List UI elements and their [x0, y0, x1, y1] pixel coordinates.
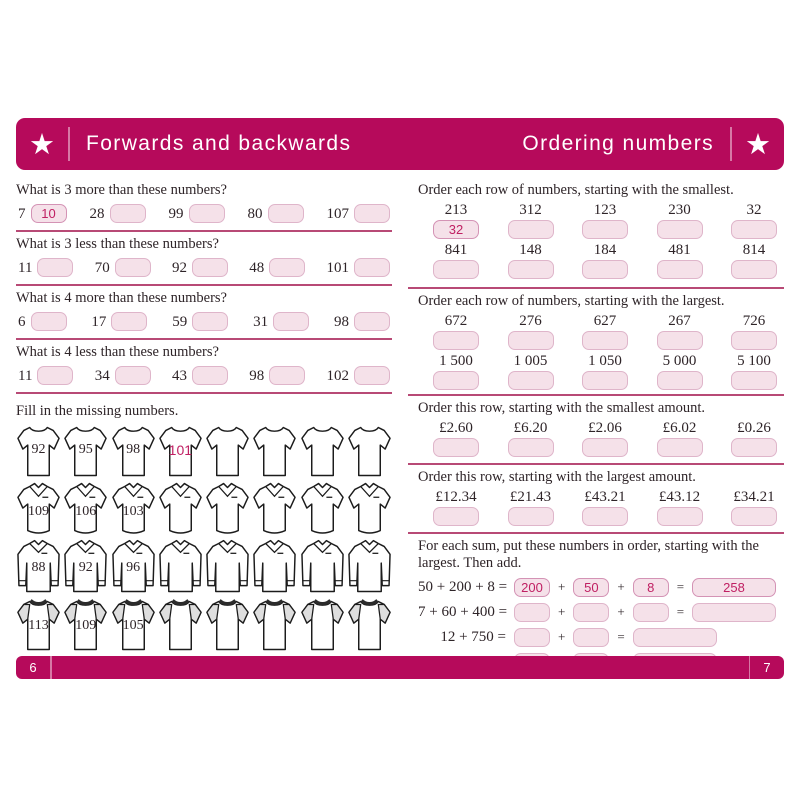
shirt-icon — [63, 597, 108, 653]
number-item — [95, 366, 151, 385]
number-row — [16, 258, 392, 277]
number-column — [652, 489, 708, 526]
plus-sign: + — [558, 629, 566, 644]
shirt-icon[interactable] — [205, 423, 250, 479]
shirt-icon[interactable] — [252, 597, 297, 653]
equals-sign: = — [617, 629, 625, 644]
number-column — [577, 420, 633, 457]
question-text: Order this row, starting with the smallest amount. — [418, 400, 705, 416]
number-item — [326, 366, 390, 385]
answer-box[interactable] — [115, 366, 151, 385]
page-number-left: 6 — [29, 660, 37, 675]
given-number: 814 — [742, 242, 766, 258]
number-column — [726, 242, 782, 279]
answer-box[interactable] — [433, 331, 479, 350]
answer-box[interactable] — [192, 312, 228, 331]
given-number: 98 — [334, 313, 349, 330]
number-column — [577, 489, 633, 526]
sum-expression: 50 + 200 + 8 = — [418, 578, 508, 595]
answer-box[interactable] — [657, 438, 703, 457]
answer-box[interactable] — [269, 366, 305, 385]
given-number: £43.21 — [584, 489, 626, 505]
answer-box[interactable] — [508, 371, 554, 390]
shirt-row — [16, 539, 392, 595]
number-item — [18, 366, 73, 385]
shirt-number: 109 — [75, 618, 97, 633]
question-text: Order each row of numbers, starting with the largest. — [418, 293, 725, 309]
given-number: 726 — [742, 313, 766, 329]
shirt-row — [16, 597, 392, 653]
shirt-number: 95 — [78, 442, 93, 457]
number-column — [428, 489, 484, 526]
answer-box[interactable] — [354, 312, 390, 331]
question-text: Order each row of numbers, starting with the smallest. — [418, 182, 734, 198]
question-section — [408, 178, 784, 289]
question-section — [408, 465, 784, 534]
given-number: 267 — [668, 313, 691, 329]
question-text: What is 4 more than these numbers? — [16, 290, 227, 306]
given-number: 481 — [668, 242, 691, 258]
answer-box[interactable] — [508, 331, 554, 350]
given-number: 841 — [444, 242, 468, 258]
shirt-icon — [16, 539, 61, 595]
answer-box[interactable] — [731, 331, 777, 350]
answer-box[interactable] — [110, 204, 146, 223]
answer-box[interactable] — [433, 371, 479, 390]
number-item — [326, 258, 390, 277]
number-column — [503, 489, 559, 526]
answer-box[interactable] — [273, 312, 309, 331]
shirt-icon — [111, 423, 156, 479]
ordering-row — [418, 353, 784, 390]
given-number: 98 — [249, 367, 265, 384]
answer-box[interactable] — [582, 507, 628, 526]
number-row — [16, 312, 392, 331]
answer-box[interactable] — [633, 628, 717, 647]
answer-box[interactable] — [354, 258, 390, 277]
number-column — [652, 242, 708, 279]
number-item — [18, 204, 67, 223]
given-number: 1 005 — [513, 353, 548, 369]
ordering-rows — [418, 313, 784, 390]
number-column — [726, 353, 782, 390]
ordering-row — [418, 313, 784, 350]
number-column — [726, 202, 782, 239]
given-number: £6.20 — [513, 420, 548, 436]
pages — [16, 178, 784, 672]
given-number: 17 — [91, 313, 107, 330]
number-item — [327, 204, 391, 223]
number-item — [334, 312, 390, 331]
answer-box[interactable] — [433, 260, 479, 279]
given-number: 312 — [519, 202, 542, 218]
given-number: 11 — [18, 367, 33, 384]
shirt-icon — [63, 539, 108, 595]
shirt-icon — [158, 423, 203, 479]
given-number: 80 — [247, 205, 263, 222]
right-page-title: Ordering numbers — [522, 132, 714, 155]
question-section — [16, 178, 392, 232]
given-number: 123 — [593, 202, 617, 218]
answer-box[interactable]: 258 — [692, 578, 776, 597]
answer-box[interactable] — [37, 258, 73, 277]
shirt-icon[interactable] — [205, 481, 250, 537]
shirt-icon — [63, 481, 108, 537]
answer-box[interactable] — [582, 438, 628, 457]
answer-box[interactable] — [573, 628, 609, 647]
number-item — [172, 312, 228, 331]
shirt-icon[interactable] — [300, 539, 345, 595]
number-item — [18, 258, 73, 277]
given-number: 230 — [668, 202, 691, 218]
shirt-icon[interactable] — [252, 481, 297, 537]
question-section — [408, 289, 784, 396]
shirt-icon — [111, 481, 156, 537]
answer-box[interactable] — [514, 603, 550, 622]
given-number: £2.60 — [439, 420, 473, 436]
sum-expression: 7 + 60 + 400 = — [418, 603, 508, 620]
shirt-number: 103 — [122, 504, 144, 519]
given-number: 6 — [18, 313, 26, 330]
given-number: £21.43 — [509, 489, 552, 505]
equals-sign: = — [676, 604, 685, 619]
number-item — [253, 312, 309, 331]
question-text: Fill in the missing numbers. — [16, 403, 179, 419]
star-icon: ★ — [29, 126, 55, 161]
given-number: 148 — [519, 242, 542, 258]
answer-box[interactable] — [731, 438, 777, 457]
number-row — [16, 366, 392, 385]
shirt-row — [16, 481, 392, 537]
answer-box[interactable] — [692, 603, 776, 622]
given-number: 1 500 — [439, 353, 473, 369]
question-text: For each sum, put these numbers in order, starting with the largest. Then add. — [418, 538, 759, 571]
ordering-rows — [418, 420, 784, 457]
answer-box[interactable] — [582, 371, 628, 390]
number-column — [652, 353, 708, 390]
plus-sign: + — [617, 579, 625, 594]
number-column — [428, 420, 484, 457]
shirt-icon — [16, 423, 61, 479]
given-number: 102 — [326, 367, 349, 384]
plus-sign: + — [558, 579, 566, 594]
shirt-icon[interactable] — [252, 539, 297, 595]
given-number: 184 — [593, 242, 617, 258]
given-number: £34.21 — [733, 489, 775, 505]
shirt-icon — [16, 597, 61, 653]
sum-row — [418, 602, 784, 622]
shirt-number: 88 — [31, 560, 46, 575]
answer-box[interactable]: 32 — [433, 220, 479, 239]
answer-box[interactable] — [508, 260, 554, 279]
answer-number: 101 — [168, 442, 193, 458]
answer-box[interactable] — [582, 220, 628, 239]
left-page — [16, 178, 392, 672]
workbook-spread — [16, 118, 784, 675]
answer-box[interactable] — [354, 366, 390, 385]
given-number: 43 — [171, 367, 187, 384]
number-column — [726, 489, 782, 526]
number-column — [652, 420, 708, 457]
ordering-row — [418, 489, 784, 526]
given-number: 5 000 — [662, 353, 697, 369]
answer-box[interactable] — [192, 366, 228, 385]
answer-box[interactable]: 8 — [633, 578, 669, 597]
given-number: £2.06 — [588, 420, 622, 436]
shirt-icon[interactable] — [205, 597, 250, 653]
given-number: 213 — [444, 202, 468, 218]
number-item — [95, 258, 151, 277]
page-number-right: 7 — [763, 660, 771, 675]
answer-box[interactable] — [657, 507, 703, 526]
number-column — [577, 353, 633, 390]
number-column — [726, 420, 782, 457]
footer-divider-line — [50, 656, 52, 679]
equals-sign: = — [676, 579, 685, 594]
right-page — [408, 178, 784, 672]
shirt-icon[interactable] — [158, 539, 203, 595]
sum-row — [418, 627, 784, 647]
given-number: 7 — [18, 205, 26, 222]
number-item — [91, 312, 147, 331]
given-number: 32 — [746, 202, 762, 218]
answer-box[interactable] — [189, 204, 225, 223]
given-number: £43.12 — [658, 489, 701, 505]
number-column — [428, 202, 484, 239]
shirt-number: 92 — [31, 442, 46, 457]
question-section — [408, 396, 784, 465]
answer-box[interactable] — [657, 331, 703, 350]
number-row — [16, 204, 392, 223]
number-column — [652, 313, 708, 350]
given-number: 672 — [444, 313, 468, 329]
answer-box[interactable] — [731, 371, 777, 390]
answer-box[interactable] — [111, 312, 147, 331]
number-item — [172, 258, 228, 277]
answer-box[interactable] — [269, 258, 305, 277]
shirt-number: 105 — [122, 618, 144, 633]
number-item — [249, 258, 305, 277]
shirt-number: 109 — [28, 504, 49, 519]
answer-box[interactable] — [514, 628, 550, 647]
sum-expression: 12 + 750 = — [440, 628, 506, 645]
given-number: 107 — [326, 205, 349, 222]
ordering-rows — [418, 489, 784, 526]
sum-row — [418, 577, 784, 597]
answer-box[interactable] — [573, 603, 609, 622]
shirt-icon[interactable] — [347, 539, 392, 595]
answer-box[interactable] — [268, 204, 304, 223]
number-column — [503, 202, 559, 239]
answer-box[interactable] — [508, 438, 554, 457]
ordering-rows — [418, 202, 784, 279]
given-number: 101 — [326, 259, 349, 276]
answer-box[interactable] — [731, 260, 777, 279]
number-item — [18, 312, 67, 331]
left-star-tab — [16, 126, 68, 161]
answer-box[interactable] — [633, 603, 669, 622]
shirt-icon — [111, 597, 156, 653]
answer-box[interactable] — [582, 260, 628, 279]
answer-box[interactable] — [192, 258, 228, 277]
number-item — [90, 204, 146, 223]
question-text: What is 3 less than these numbers? — [16, 236, 219, 252]
number-item — [248, 204, 304, 223]
number-item — [172, 366, 228, 385]
shirt-icon[interactable] — [205, 539, 250, 595]
shirt-icon[interactable] — [347, 597, 392, 653]
shirt-icon[interactable] — [158, 597, 203, 653]
question-text: What is 3 more than these numbers? — [16, 182, 227, 198]
answer-box[interactable] — [657, 260, 703, 279]
given-number: 11 — [18, 259, 33, 276]
shirt-icon[interactable] — [300, 597, 345, 653]
footer-bar — [16, 656, 784, 679]
answer-box[interactable] — [433, 507, 479, 526]
ordering-row — [418, 202, 784, 239]
number-column — [577, 202, 633, 239]
sums-section — [408, 534, 784, 672]
given-number: 59 — [172, 313, 188, 330]
plus-sign: + — [558, 604, 566, 619]
shirt-icon[interactable] — [347, 481, 392, 537]
question-section — [16, 286, 392, 340]
number-column — [503, 353, 559, 390]
given-number: 92 — [171, 259, 187, 276]
answer-box[interactable]: 10 — [31, 204, 67, 223]
answer-box[interactable] — [508, 507, 554, 526]
given-number: 28 — [89, 205, 105, 222]
answer-box[interactable]: 50 — [573, 578, 609, 597]
plus-sign: + — [617, 604, 625, 619]
given-number: £6.02 — [662, 420, 697, 436]
question-section — [16, 340, 392, 394]
question-text: Order this row, starting with the largest amount. — [418, 469, 696, 485]
left-page-title: Forwards and backwards — [86, 132, 352, 155]
number-item — [249, 366, 305, 385]
shirt-row — [16, 423, 392, 479]
ordering-row — [418, 242, 784, 279]
shirt-icon[interactable] — [300, 423, 345, 479]
right-star-tab — [732, 126, 784, 161]
given-number: 627 — [593, 313, 617, 329]
star-icon: ★ — [745, 126, 771, 161]
given-number: 5 100 — [737, 353, 771, 369]
number-column — [503, 242, 559, 279]
question-section — [16, 232, 392, 286]
number-column — [428, 353, 484, 390]
shirt-sequences — [16, 423, 392, 653]
ordering-row — [418, 420, 784, 457]
shirt-icon — [16, 481, 61, 537]
number-column — [652, 202, 708, 239]
shirt-number: 92 — [78, 560, 93, 575]
shirt-number: 96 — [126, 560, 141, 575]
answer-box[interactable] — [37, 366, 73, 385]
answer-box[interactable] — [731, 220, 777, 239]
answer-box[interactable]: 200 — [514, 578, 550, 597]
answer-box[interactable] — [582, 331, 628, 350]
given-number: 31 — [253, 313, 269, 330]
shirt-number: 98 — [126, 442, 141, 457]
number-item — [169, 204, 225, 223]
answer-box[interactable] — [354, 204, 390, 223]
number-column — [577, 242, 633, 279]
given-number: £12.34 — [435, 489, 477, 505]
given-number: £0.26 — [737, 420, 771, 436]
shirt-number: 113 — [28, 618, 49, 633]
given-number: 48 — [249, 259, 265, 276]
answer-box[interactable] — [31, 312, 67, 331]
given-number: 1 050 — [588, 353, 622, 369]
number-column — [726, 313, 782, 350]
answer-box[interactable] — [657, 371, 703, 390]
given-number: 34 — [94, 367, 110, 384]
shirt-number: 106 — [75, 504, 97, 519]
shirt-icon[interactable] — [158, 481, 203, 537]
number-column — [503, 420, 559, 457]
shirt-icon — [111, 539, 156, 595]
shirt-icon — [63, 423, 108, 479]
shirt-icon[interactable] — [252, 423, 297, 479]
answer-box[interactable] — [731, 507, 777, 526]
answer-box[interactable] — [115, 258, 151, 277]
shirt-icon[interactable] — [347, 423, 392, 479]
number-column — [503, 313, 559, 350]
answer-box[interactable] — [657, 220, 703, 239]
header-bar — [16, 118, 784, 170]
number-column — [577, 313, 633, 350]
shirt-icon[interactable] — [300, 481, 345, 537]
answer-box[interactable] — [508, 220, 554, 239]
answer-box[interactable] — [433, 438, 479, 457]
number-column — [428, 242, 484, 279]
given-number: 99 — [168, 205, 184, 222]
given-number: 70 — [94, 259, 110, 276]
number-column — [428, 313, 484, 350]
question-text: What is 4 less than these numbers? — [16, 344, 219, 360]
given-number: 276 — [519, 313, 542, 329]
